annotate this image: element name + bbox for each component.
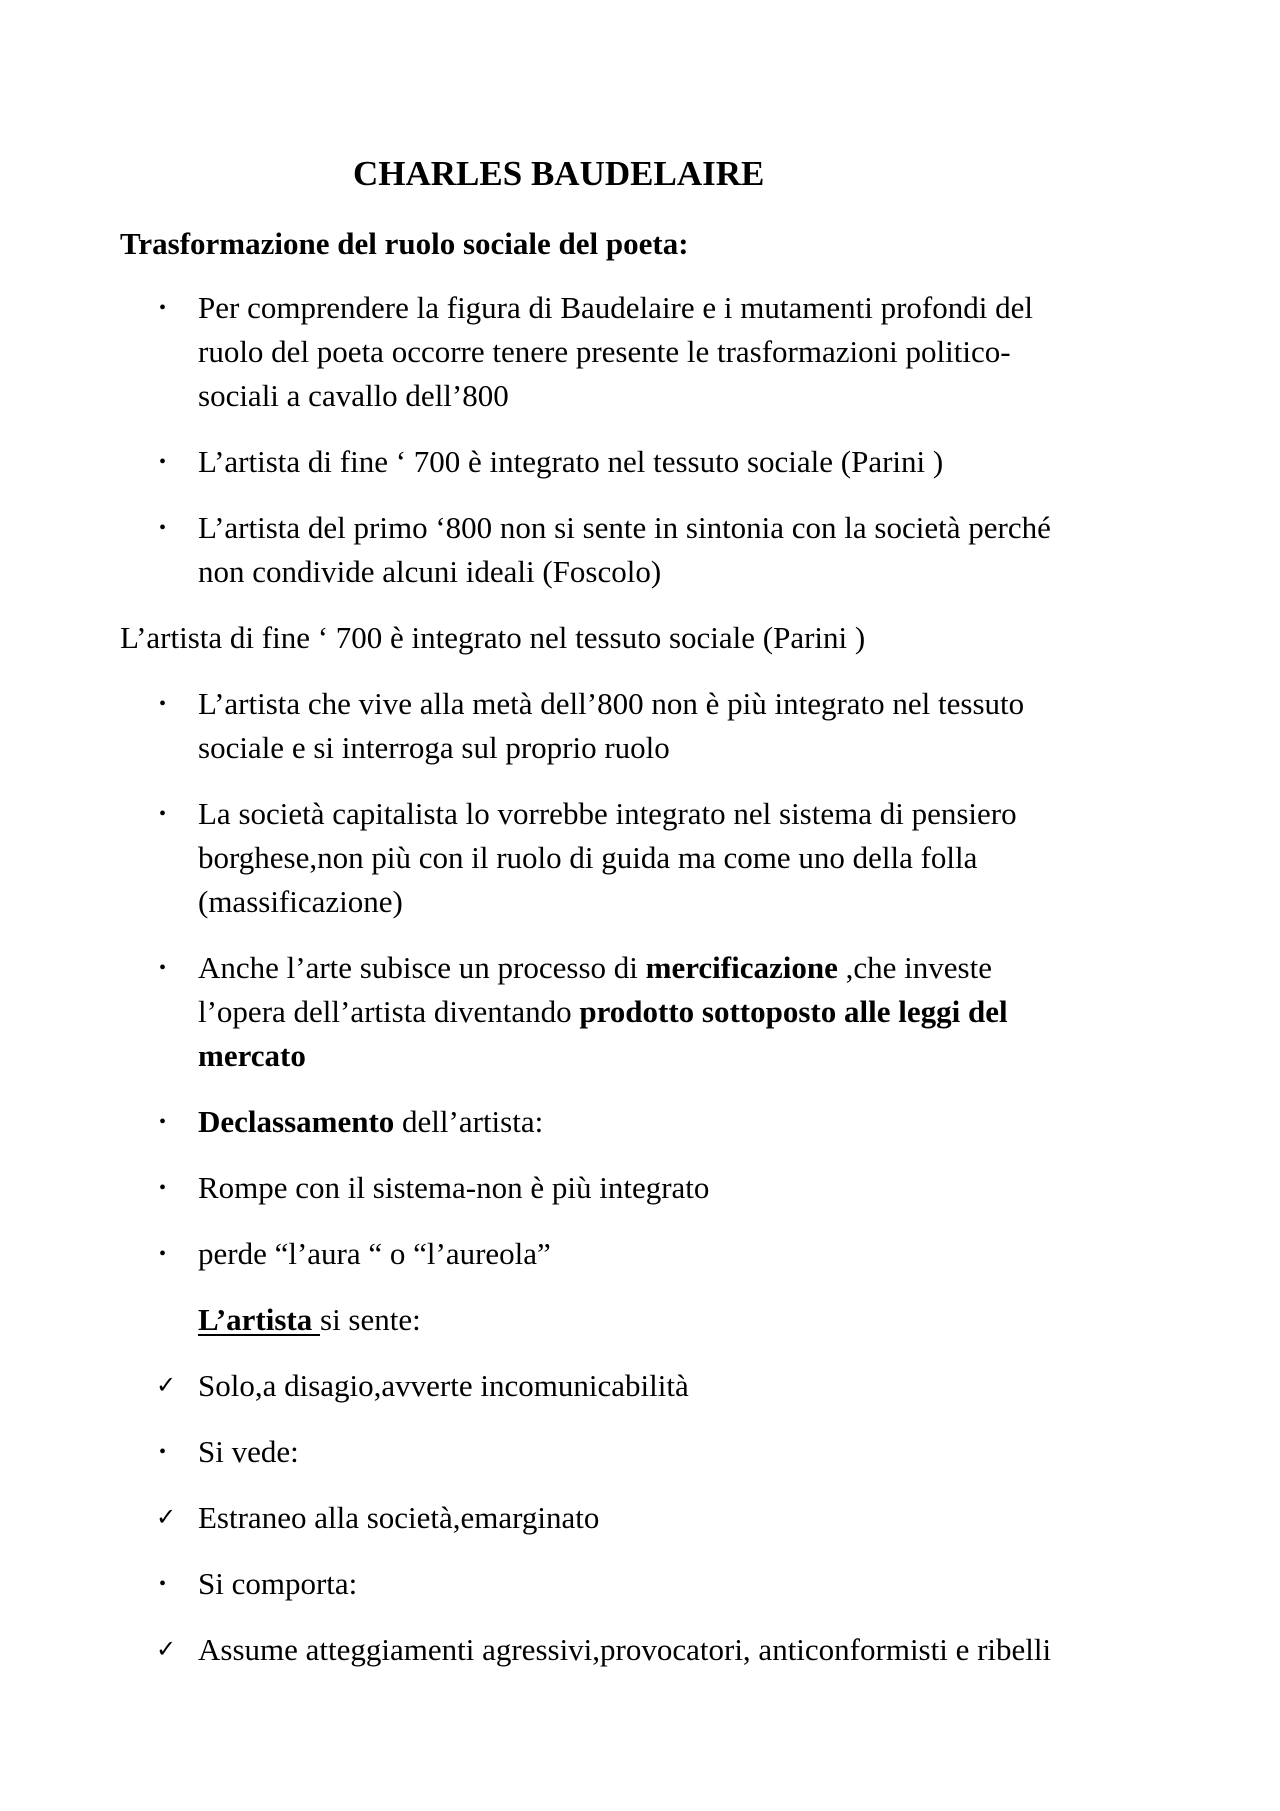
bullet-6-line-1 bbox=[198, 952, 992, 983]
bullet-marker: • bbox=[159, 1573, 167, 1595]
checkmark-icon: ✓ bbox=[156, 1505, 177, 1531]
bullet-marker: • bbox=[159, 1111, 167, 1133]
bullet-marker: • bbox=[159, 693, 167, 715]
bullet-3-line-2: non condivide alcuni ideali (Foscolo) bbox=[198, 554, 662, 589]
plain-paragraph: L’artista di fine ‘ 700 è integrato nel tessuto sociale (Parini ) bbox=[120, 620, 866, 655]
bullet-11-line-1: Si comporta: bbox=[198, 1566, 358, 1601]
bullet-1-line-3: sociali a cavallo dell’800 bbox=[198, 378, 509, 413]
bullet-marker: • bbox=[159, 957, 167, 979]
underlined-bold-term: L’artista bbox=[198, 1302, 320, 1337]
bullet-6-line-3 bbox=[198, 1040, 306, 1071]
section-heading: Trasformazione del ruolo sociale del poeta: bbox=[120, 226, 689, 261]
bullet-5-line-2: borghese,non più con il ruolo di guida ma come uno della folla bbox=[198, 840, 978, 875]
subheading-text: si sente: bbox=[320, 1302, 421, 1337]
subheading-artist-feels bbox=[198, 1304, 421, 1335]
bullet-1-line-1: Per comprendere la figura di Baudelaire e i mutamenti profondi del bbox=[198, 290, 1033, 325]
bullet-6-line-2 bbox=[198, 996, 1008, 1027]
bullet-10-line-1: Si vede: bbox=[198, 1434, 299, 1469]
bullet-9-line-1: perde “l’aura “ o “l’aureola” bbox=[198, 1236, 551, 1271]
bullet-marker: • bbox=[159, 803, 167, 825]
bullet-5-line-3: (massificazione) bbox=[198, 884, 403, 919]
check-item-2: Estraneo alla società,emarginato bbox=[198, 1500, 600, 1535]
bold-term: mercificazione bbox=[645, 950, 838, 985]
bullet-marker: • bbox=[159, 1177, 167, 1199]
bullet-6-text: ,che investe bbox=[837, 950, 992, 985]
bullet-2-line-1: L’artista di fine ‘ 700 è integrato nel tessuto sociale (Parini ) bbox=[198, 444, 944, 479]
bullet-3-line-1: L’artista del primo ‘800 non si sente in sintonia con la società perché bbox=[198, 510, 1051, 545]
bullet-marker: • bbox=[159, 1441, 167, 1463]
checkmark-icon: ✓ bbox=[156, 1637, 177, 1663]
bullet-6-text: Anche l’arte subisce un processo di bbox=[198, 950, 646, 985]
bold-term: Declassamento bbox=[198, 1104, 395, 1139]
bullet-4-line-1: L’artista che vive alla metà dell’800 non è più integrato nel tessuto bbox=[198, 686, 1025, 721]
bullet-6-text: l’opera dell’artista diventando bbox=[198, 994, 580, 1029]
check-item-1: Solo,a disagio,avverte incomunicabilità bbox=[198, 1368, 689, 1403]
bullet-8-line-1: Rompe con il sistema-non è più integrato bbox=[198, 1170, 710, 1205]
check-item-3: Assume atteggiamenti agressivi,provocatori, anticonformisti e ribelli bbox=[198, 1632, 1052, 1667]
bullet-marker: • bbox=[159, 517, 167, 539]
bullet-5-line-1: La società capitalista lo vorrebbe integrato nel sistema di pensiero bbox=[198, 796, 1017, 831]
bullet-1-line-2: ruolo del poeta occorre tenere presente le trasformazioni politico- bbox=[198, 334, 1011, 369]
bullet-7-line-1 bbox=[198, 1106, 543, 1137]
page-title: CHARLES BAUDELAIRE bbox=[353, 154, 765, 193]
bullet-marker: • bbox=[159, 297, 167, 319]
bullet-4-line-2: sociale e si interroga sul proprio ruolo bbox=[198, 730, 670, 765]
checkmark-icon: ✓ bbox=[156, 1373, 177, 1399]
bold-term: prodotto sottoposto alle leggi del bbox=[579, 994, 1008, 1029]
bullet-7-text: dell’artista: bbox=[394, 1104, 544, 1139]
bullet-marker: • bbox=[159, 1243, 167, 1265]
bullet-marker: • bbox=[159, 451, 167, 473]
bold-term: mercato bbox=[198, 1038, 306, 1073]
